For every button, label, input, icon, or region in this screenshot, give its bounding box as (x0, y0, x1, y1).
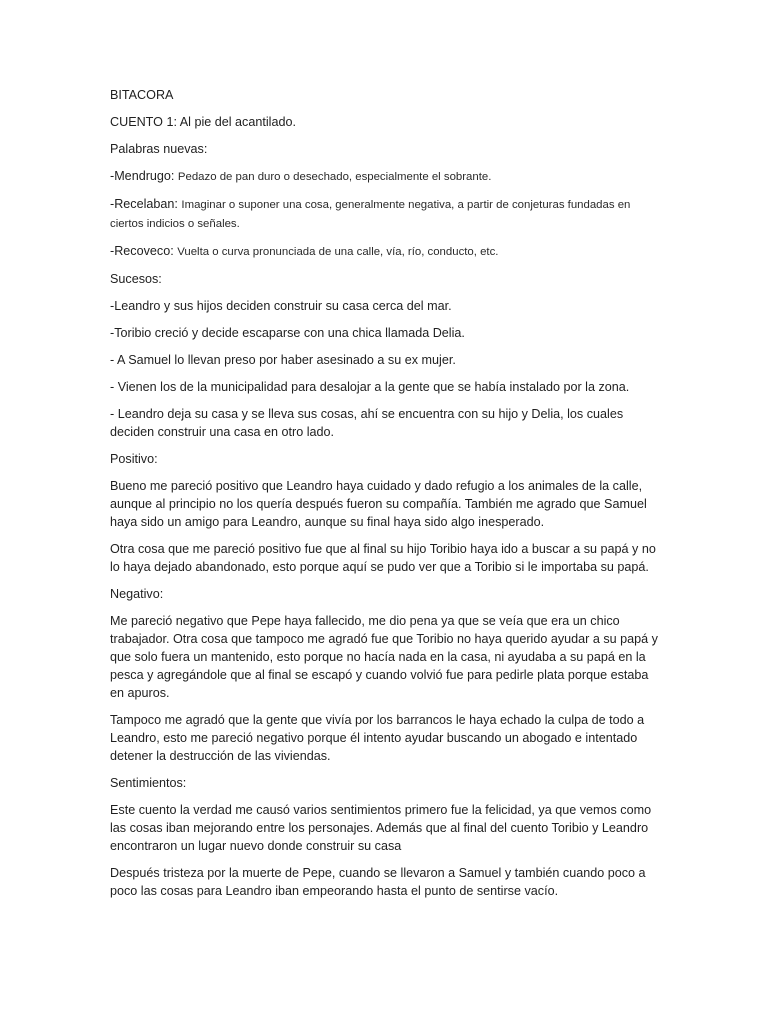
event-item: -Toribio creció y decide escaparse con una chica llamada Delia. (110, 326, 465, 340)
event-item: -Leandro y sus hijos deciden construir su casa cerca del mar. (110, 299, 452, 313)
negative-paragraph: Tampoco me agradó que la gente que vivía por los barrancos le haya echado la culpa de todo a Leandro, esto me pareció negativo porque él intento ayudar buscando un abogado e intentado detener la destrucción de las viviendas. (110, 713, 645, 763)
event-item: - Leandro deja su casa y se lleva sus cosas, ahí se encuentra con su hijo y Delia, los cuales deciden construir una casa en otro lado. (110, 407, 624, 439)
event-item: - Vienen los de la municipalidad para desalojar a la gente que se había instalado por la zona. (110, 380, 630, 394)
positive-heading: Positivo: (110, 452, 158, 466)
feelings-paragraph: Después tristeza por la muerte de Pepe, cuando se llevaron a Samuel y también cuando poco a poco las cosas para Leandro iban empeorando hasta el punto de sentirse vacío. (110, 866, 646, 898)
events-heading: Sucesos: (110, 272, 162, 286)
event-item: - A Samuel lo llevan preso por haber asesinado a su ex mujer. (110, 353, 456, 367)
positive-paragraph: Bueno me pareció positivo que Leandro haya cuidado y dado refugio a los animales de la calle, aunque al principio no los quería después fueron su compañía. También me agrado que Samuel haya sido un amigo para Leandro, aunque su final haya sido algo inesperado. (110, 479, 647, 529)
document-title: BITACORA (110, 88, 174, 102)
vocab-definition: Imaginar o suponer una cosa, generalmente negativa, a partir de conjeturas fundadas en ciertos indicios o señales. (110, 199, 631, 230)
feelings-paragraph: Este cuento la verdad me causó varios sentimientos primero fue la felicidad, ya que vemos como las cosas iban mejorando entre los personajes. Además que al final del cuento Toribio y Leandro encontraron un lugar nuevo donde construir su casa (110, 803, 652, 853)
vocab-definition: Pedazo de pan duro o desechado, especialmente el sobrante. (177, 171, 492, 183)
document-page (110, 86, 660, 909)
vocab-heading: Palabras nuevas: (110, 142, 208, 156)
negative-heading: Negativo: (110, 587, 164, 601)
vocab-entry (110, 195, 660, 233)
vocab-entry (110, 242, 660, 261)
vocab-term: -Mendrugo: (110, 169, 175, 183)
vocab-term: -Recelaban: (110, 197, 178, 211)
positive-paragraph: Otra cosa que me pareció positivo fue que al final su hijo Toribio haya ido a buscar a su papá y no lo haya dejado abandonado, esto porque aquí se pudo ver que a Toribio si le importaba su papá. (110, 542, 656, 574)
vocab-entry (110, 167, 660, 186)
negative-paragraph: Me pareció negativo que Pepe haya fallecido, me dio pena ya que se veía que era un chico trabajador. Otra cosa que tampoco me agradó fue que Toribio no haya querido ayudar a su papá y que solo fuera un mantenido, esto porque no hacía nada en la casa, ni ayudaba a su papá en la pesca y agregándole que al final se escapó y cuando volvió fue para pedirle plata porque estaba en apuros. (110, 614, 658, 700)
feelings-heading: Sentimientos: (110, 776, 187, 790)
vocab-term: -Recoveco: (110, 244, 174, 258)
vocab-definition: Vuelta o curva pronunciada de una calle, vía, río, conducto, etc. (177, 246, 499, 258)
story-title: CUENTO 1: Al pie del acantilado. (110, 115, 296, 129)
